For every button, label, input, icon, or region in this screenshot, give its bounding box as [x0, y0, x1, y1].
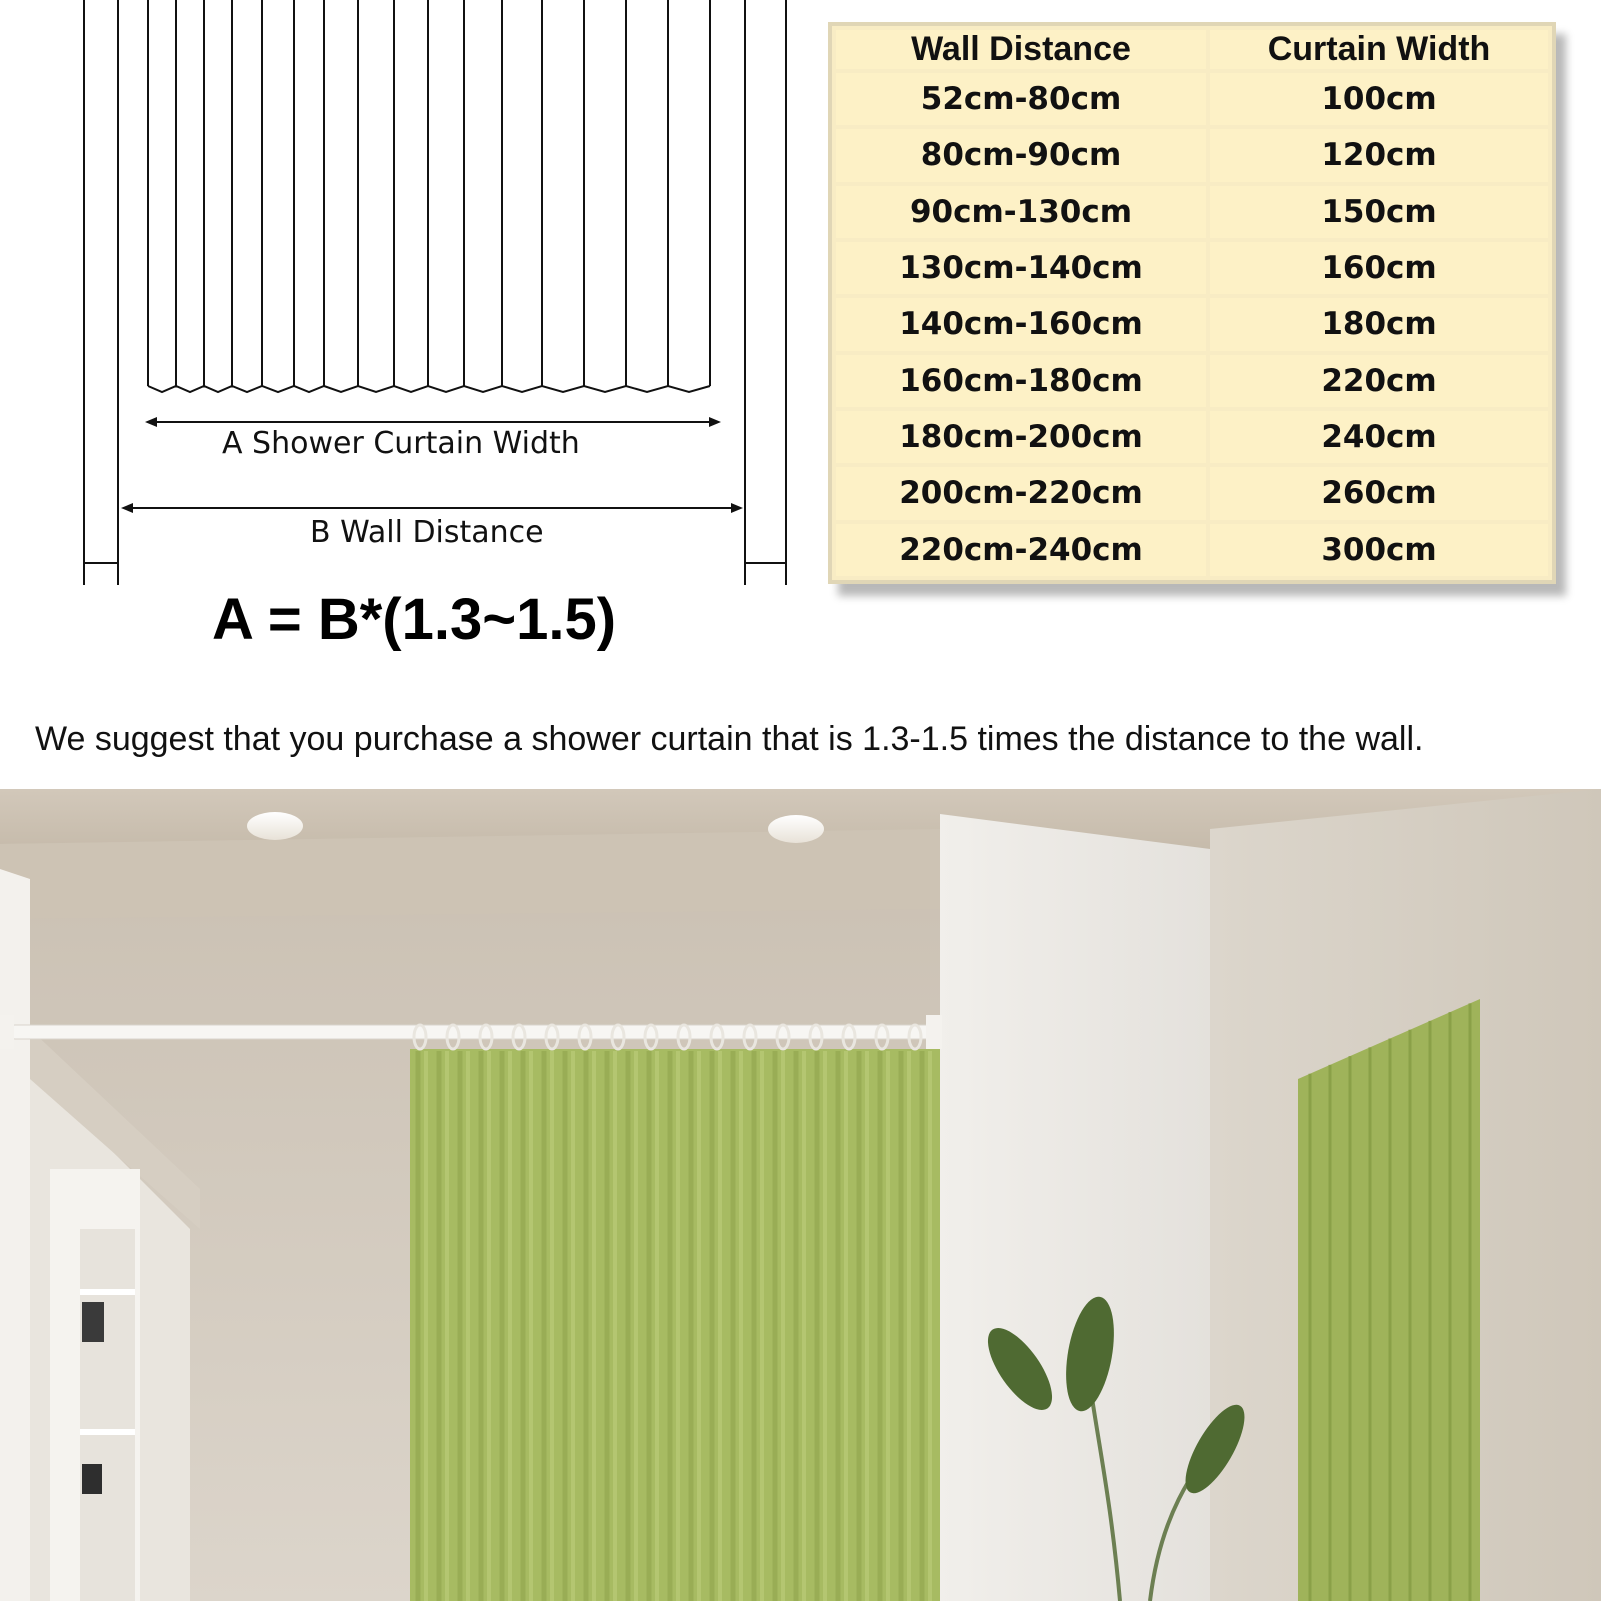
curtain-width-cell: 220cm	[1210, 355, 1548, 407]
wall-distance-cell: 200cm-220cm	[836, 467, 1206, 519]
curtain-width-cell: 160cm	[1210, 242, 1548, 294]
bathroom-photo	[0, 789, 1601, 1601]
table-row	[836, 467, 1548, 519]
wall-distance-cell: 220cm-240cm	[836, 524, 1206, 576]
wall-distance-label: B Wall Distance	[310, 515, 544, 550]
table-row	[836, 129, 1548, 181]
size-table	[832, 26, 1552, 580]
suggestion-text: We suggest that you purchase a shower curtain that is 1.3-1.5 times the distance to the wall.	[35, 720, 1424, 758]
wall-distance-cell: 80cm-90cm	[836, 129, 1206, 181]
header-wall-distance: Wall Distance	[836, 30, 1206, 69]
curtain-width-cell: 150cm	[1210, 186, 1548, 238]
table-row	[836, 411, 1548, 463]
curtain-width-cell: 120cm	[1210, 129, 1548, 181]
table-row	[836, 298, 1548, 350]
wall-distance-cell: 180cm-200cm	[836, 411, 1206, 463]
table-row	[836, 73, 1548, 125]
table-row	[836, 242, 1548, 294]
table-row	[836, 524, 1548, 576]
table-row	[836, 355, 1548, 407]
curtain-width-cell: 100cm	[1210, 73, 1548, 125]
curtain-diagram	[0, 0, 800, 660]
table-row	[836, 186, 1548, 238]
wall-distance-cell: 90cm-130cm	[836, 186, 1206, 238]
curtain-width-cell: 260cm	[1210, 467, 1548, 519]
curtain-width-cell: 300cm	[1210, 524, 1548, 576]
curtain-width-label: A Shower Curtain Width	[222, 426, 580, 461]
curtain-width-cell: 240cm	[1210, 411, 1548, 463]
header-curtain-width: Curtain Width	[1210, 30, 1548, 69]
table-header-row	[836, 30, 1548, 69]
formula: A = B*(1.3~1.5)	[212, 587, 617, 652]
wall-distance-arrow	[121, 503, 743, 513]
curtain-width-cell: 180cm	[1210, 298, 1548, 350]
wall-distance-cell: 140cm-160cm	[836, 298, 1206, 350]
wall-distance-cell: 52cm-80cm	[836, 73, 1206, 125]
wall-distance-cell: 160cm-180cm	[836, 355, 1206, 407]
wall-distance-cell: 130cm-140cm	[836, 242, 1206, 294]
curtain-pleats	[148, 0, 710, 392]
size-table-panel	[828, 22, 1556, 584]
